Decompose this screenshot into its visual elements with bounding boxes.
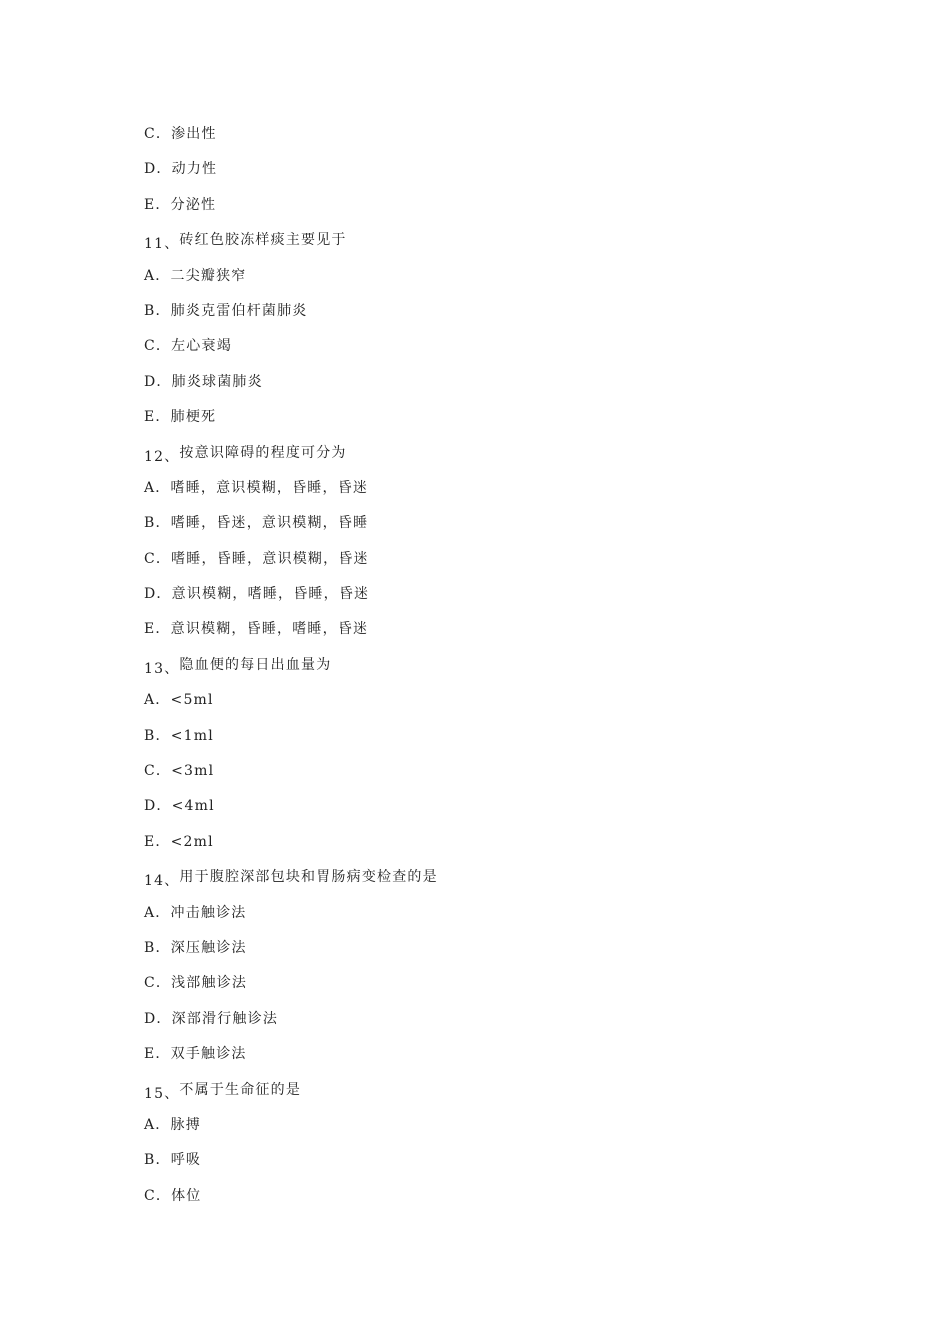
answer-option: C．体位 (144, 1187, 202, 1204)
answer-option: A．冲击触诊法 (144, 904, 247, 921)
question-stem (144, 443, 844, 478)
question-text: 隐血便的每日出血量为 (179, 656, 332, 673)
answer-option: D．意识模糊，嗜睡，昏睡，昏迷 (144, 586, 370, 603)
answer-option: B．深压触诊法 (144, 939, 247, 956)
answer-option: E．分泌性 (144, 196, 217, 213)
answer-option: E．<2ml (144, 833, 214, 850)
question-stem (144, 655, 844, 690)
answer-option: E．肺梗死 (144, 409, 217, 426)
answer-option: A．<5ml (144, 692, 214, 709)
answer-option: D．<4ml (144, 798, 215, 815)
answer-option: D．深部滑行触诊法 (144, 1010, 279, 1027)
question-number: 11、 (144, 236, 180, 253)
question-stem (144, 867, 844, 902)
answer-option: C．嗜睡，昏睡，意识模糊，昏迷 (144, 550, 369, 567)
answer-option: B．肺炎克雷伯杆菌肺炎 (144, 302, 308, 319)
answer-option: D．动力性 (144, 161, 218, 178)
answer-option: A．嗜睡，意识模糊，昏睡，昏迷 (144, 479, 369, 496)
answer-option: C．渗出性 (144, 126, 217, 142)
question-number: 12、 (144, 448, 180, 465)
answer-option: A．二尖瓣狭窄 (144, 267, 247, 284)
question-text: 不属于生命征的是 (179, 1081, 302, 1098)
question-stem (144, 230, 844, 265)
answer-option: E．意识模糊，昏睡，嗜睡，昏迷 (144, 621, 369, 638)
answer-option: B．呼吸 (144, 1152, 202, 1169)
answer-option: D．肺炎球菌肺炎 (144, 373, 263, 390)
question-text: 按意识障碍的程度可分为 (179, 444, 347, 461)
question-stem (144, 1080, 844, 1115)
answer-option: C．浅部触诊法 (144, 975, 248, 992)
question-number: 15、 (144, 1085, 180, 1102)
question-number: 14、 (144, 873, 180, 890)
answer-option: E．双手触诊法 (144, 1046, 247, 1063)
answer-option: C．<3ml (144, 763, 215, 780)
question-number: 13、 (144, 660, 180, 677)
answer-option: A．脉搏 (144, 1116, 201, 1133)
document-page (144, 124, 844, 1221)
answer-option: C．左心衰竭 (144, 338, 232, 355)
question-text: 砖红色胶冻样痰主要见于 (179, 232, 347, 249)
question-list (144, 124, 844, 1221)
answer-option: B．<1ml (144, 727, 214, 744)
answer-option: B．嗜睡，昏迷，意识模糊，昏睡 (144, 515, 369, 532)
question-text: 用于腹腔深部包块和胃肠病变检查的是 (179, 869, 438, 886)
